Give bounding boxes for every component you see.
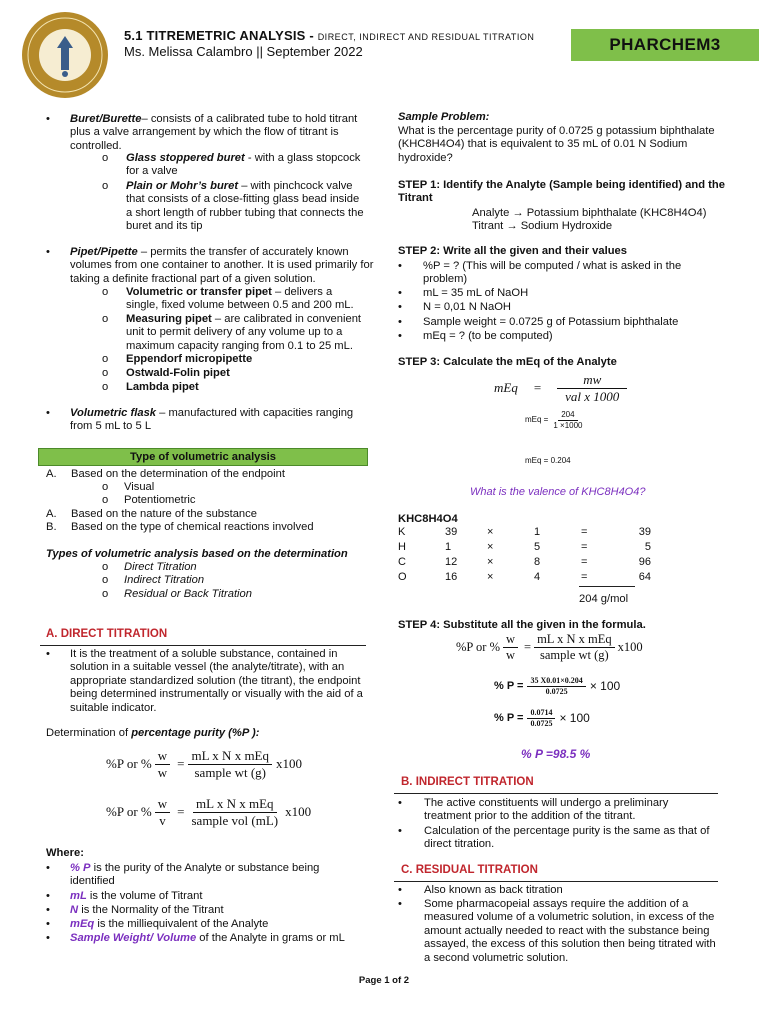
- w4-term: mEq: [70, 918, 95, 930]
- types-det-heading: Types of volumetric analysis based on the determination: [46, 548, 348, 560]
- divider: [394, 793, 718, 794]
- title-sub: DIRECT, INDIRECT AND RESIDUAL TITRATION: [317, 32, 535, 42]
- step3-heading: STEP 3: Calculate the mEq of the Analyte: [398, 356, 617, 368]
- meas-pipet-term: Measuring pipet: [126, 313, 212, 325]
- formula-weight: %P or % $\frac{w}{w}$ = $\frac{\text{mL x N x mEq}}{\text{sample wt (g)}}$ x100: [106, 748, 302, 780]
- step2-item-ml: • mL = 35 mL of NaOH: [398, 287, 708, 300]
- residual-item-2: • Some pharmacopeial assays require the addition of a measured volume of a volumetric solution, in excess of the amount actually needed to react with the substance being assayed, the excess of this solution then being titrated with a second volumetric solution.: [398, 898, 718, 965]
- type-a1: [46, 468, 376, 481]
- table-cell: =: [581, 540, 588, 553]
- divider: [40, 645, 366, 646]
- step1-titrant: Titrant → Sodium Hydroxide: [472, 220, 613, 232]
- visual-item: o Visual: [102, 481, 364, 494]
- table-cell: 12: [445, 555, 458, 568]
- types-heading: Type of volumetric analysis: [38, 448, 368, 466]
- khc-heading: KHC8H4O4: [398, 513, 458, 525]
- meq2-num: 204: [558, 410, 577, 421]
- glass-buret-text: - with a glass stopcock for a valve: [126, 152, 361, 178]
- type-a2-label: A.: [46, 508, 57, 520]
- sample-problem-text: What is the percentage purity of 0.0725 g potassium biphthalate (KHC8H4O4) that is equivalent to 35 mL of 0.01 N Sodium hydroxide?: [398, 125, 715, 164]
- table-cell: 5: [534, 540, 541, 553]
- table-cell: 64: [638, 570, 651, 583]
- step2-item-n: • N = 0,01 N NaOH: [398, 301, 708, 314]
- p1-num: 35 X0.01×0.204: [527, 676, 585, 687]
- table-cell: H: [398, 540, 406, 553]
- table-cell: 1: [445, 540, 452, 553]
- meq-eq: =: [533, 380, 542, 396]
- f4-tail: x100: [617, 640, 643, 654]
- type-b: [46, 521, 376, 534]
- formula-step4: %P or % $\frac{w}{w}$ = $\frac{\text{mL x N x mEq}}{\text{sample wt (g)}}$ x100: [456, 632, 643, 662]
- meq-formula: [494, 372, 627, 404]
- meq-den: val x 1000: [565, 388, 620, 404]
- valence-question: What is the valence of KHC8H4O4?: [470, 486, 646, 498]
- pipet-term: Pipet/Pipette: [70, 246, 138, 258]
- table-cell: 1: [534, 525, 541, 538]
- table-row: [398, 540, 651, 555]
- formula-volume: %P or % $\frac{w}{v}$ = $\frac{\text{mL x N x mEq}}{\text{sample vol (mL)}}$ x100: [106, 796, 312, 828]
- indirect-text-2: Calculation of the percentage purity is the same as that of direct titration.: [424, 825, 710, 851]
- step2-3: N = 0,01 N NaOH: [423, 301, 511, 313]
- meas-pipet-text: – are calibrated in convenient unit to permit delivery of any volume up to a maximum capacity ranging from 0.1 to 25 mL.: [126, 313, 362, 352]
- p1-tail: × 100: [589, 678, 621, 693]
- table-cell: 16: [445, 570, 458, 583]
- vol-pipet-term: Volumetric or transfer pipet: [126, 286, 272, 298]
- table-cell: =: [581, 525, 588, 538]
- flask-item: • Volumetric flask – manufactured with capacities ranging from 5 mL to 5 L: [46, 407, 354, 433]
- ostwald-item: o Ostwald-Folin pipet: [102, 367, 364, 380]
- f4-num: mL x N x mEq: [534, 632, 615, 648]
- step2-item-meq: • mEq = ? (to be computed): [398, 330, 708, 343]
- p2-den: 0.0725: [530, 718, 553, 728]
- divider: [394, 881, 718, 882]
- step1-analyte: Analyte → Potassium biphthalate (KHC8H4O4): [472, 207, 707, 219]
- mohr-buret-item: o Plain or Mohr’s buret – with pinchcock valve that consists of a close-fitting glass bead inside a short length of rubber tubing that connects the buret and its tip: [102, 180, 364, 233]
- flask-text: – manufactured with capacities ranging from 5 mL to 5 L: [70, 407, 354, 433]
- volumetric-pipet-item: o Volumetric or transfer pipet – delivers a single, fixed volume between 0.5 and 200 mL.: [102, 286, 354, 312]
- buret-text: – consists of a calibrated tube to hold titrant plus a valve arrangement by which the flow of titrant is controlled.: [70, 113, 358, 152]
- step2-heading: STEP 2: Write all the given and their values: [398, 245, 627, 257]
- molar-mass-table: [398, 525, 651, 585]
- potentio-item: o Potentiometric: [102, 494, 364, 507]
- where-heading: Where:: [46, 847, 84, 859]
- table-row: [398, 525, 651, 540]
- where-item-n: • N is the Normality of the Titrant: [46, 904, 224, 916]
- table-cell: ×: [487, 555, 494, 568]
- indirect-item-2: • Calculation of the percentage purity is the same as that of direct titration.: [398, 825, 718, 852]
- eppendorf-item: o Eppendorf micropipette: [102, 353, 364, 366]
- f1-tail: x100: [276, 756, 302, 772]
- mohr-buret-text: – with pinchcock valve that consists of a close-fitting glass bead inside a short length of rubber tubing that connects the buret and its tip: [126, 180, 364, 233]
- table-cell: 4: [534, 570, 541, 583]
- final-result: % P =98.5 %: [521, 747, 591, 761]
- step1-heading: STEP 1: Identify the Analyte (Sample being identified) and the Titrant: [398, 179, 725, 205]
- document-title: [124, 28, 534, 44]
- type-b-text: Based on the type of chemical reactions involved: [71, 521, 314, 533]
- f4-w2: w: [505, 648, 516, 662]
- where-item-sample: • Sample Weight/ Volume of the Analyte in grams or mL: [46, 932, 345, 944]
- measuring-pipet-item: o Measuring pipet – are calibrated in convenient unit to permit delivery of any volume up to a maximum capacity ranging from 0.1 to 25 mL.: [102, 313, 362, 352]
- where-item-ml: • mL is the volume of Titrant: [46, 890, 203, 902]
- type-a1-text: Based on the determination of the endpoint: [71, 468, 285, 480]
- step2-4: Sample weight = 0.0725 g of Potassium biphthalate: [423, 316, 679, 328]
- where-item-meq: • mEq is the milliequivalent of the Analyte: [46, 918, 269, 930]
- table-row: [398, 570, 651, 585]
- glass-buret-term: Glass stoppered buret: [126, 152, 245, 164]
- residual-text-2: Some pharmacopeial assays require the addition of a measured volume of a volumetric solution, in excess of the amount actually needed to react with the substance being assayed, the excess of this solution then being titrated with a second volumetric solution.: [424, 898, 716, 964]
- p2-num: 0.0714: [527, 708, 555, 719]
- eppendorf-label: Eppendorf micropipette: [126, 353, 253, 365]
- title-main: 5.1 TITREMETRIC ANALYSIS -: [124, 28, 318, 43]
- p2-lhs: % P =: [494, 711, 524, 724]
- potentio-label: Potentiometric: [124, 494, 196, 506]
- f4-w1: w: [503, 632, 518, 648]
- meq2-den: 1 ×1000: [553, 420, 583, 430]
- step2-item-p: • %P = ? (This will be computed / what is asked in the problem): [398, 260, 708, 287]
- table-cell: O: [398, 570, 407, 583]
- residual-titration-heading: C. RESIDUAL TITRATION: [401, 864, 538, 876]
- f4-den: sample wt (g): [539, 648, 609, 662]
- sample-problem-heading: Sample Problem:: [398, 111, 490, 123]
- w1-text: is the purity of the Analyte or substance being identified: [70, 862, 320, 888]
- f1-num: mL x N x mEq: [188, 748, 272, 765]
- residual-item: o Residual or Back Titration: [102, 588, 364, 601]
- table-cell: 39: [638, 525, 651, 538]
- meq-substituted: [525, 410, 585, 430]
- table-cell: 96: [638, 555, 651, 568]
- p1-lhs: % P =: [494, 679, 524, 692]
- residual-item-1: • Also known as back titration: [398, 884, 718, 897]
- table-cell: 5: [644, 540, 651, 553]
- author-date: Ms. Melissa Calambro || September 2022: [124, 44, 363, 59]
- meq-result: mEq = 0.204: [525, 456, 571, 465]
- vol-pipet-text: – delivers a single, fixed volume between 0.5 and 200 mL.: [126, 286, 354, 312]
- w4-text: is the milliequivalent of the Analyte: [94, 918, 269, 930]
- indirect-titration-heading: B. INDIRECT TITRATION: [401, 776, 534, 788]
- step2-5: mEq = ? (to be computed): [423, 330, 553, 342]
- percent-reduced: [494, 708, 590, 728]
- w1-term: % P: [70, 862, 91, 874]
- mohr-buret-term: Plain or Mohr’s buret: [126, 180, 239, 192]
- w2-term: mL: [70, 890, 87, 902]
- f1-w-num: w: [155, 748, 170, 765]
- w2-text: is the volume of Titrant: [86, 890, 203, 902]
- buret-item: • Buret/Burette– consists of a calibrated tube to hold titrant plus a valve arrangement by which the flow of titrant is controlled.: [46, 113, 358, 152]
- table-cell: 8: [534, 555, 541, 568]
- indirect-item-1: • The active constituents will undergo a preliminary treatment prior to the addition of the titrant.: [398, 797, 718, 824]
- indirect-item: o Indirect Titration: [102, 574, 364, 587]
- residual-label: Residual or Back Titration: [124, 588, 252, 600]
- direct-desc: It is the treatment of a soluble substance, contained in solution in a suitable vessel (the analyte/titrate), with an appropriate standardized solution (the titrant), the endpoint being determined instrumentally or visually with the aid of a suitable indicator.: [70, 648, 363, 714]
- table-cell: C: [398, 555, 406, 568]
- type-a2-text: Based on the nature of the substance: [71, 508, 257, 520]
- percent-substituted: [494, 676, 620, 696]
- course-badge: PHARCHEM3: [571, 29, 759, 61]
- lambda-label: Lambda pipet: [126, 381, 199, 393]
- molar-mass-total: 204 g/mol: [579, 593, 629, 605]
- meq2-lhs: mEq =: [525, 415, 549, 425]
- pipet-text: – permits the transfer of accurately known volumes from one container to another. It is used primarily for taking a definite fractional part of a given solution.: [70, 246, 374, 285]
- direct-titration-heading: A. DIRECT TITRATION: [46, 628, 168, 640]
- ostwald-label: Ostwald-Folin pipet: [126, 367, 230, 379]
- pipet-item: • Pipet/Pipette – permits the transfer of accurately known volumes from one container to another. It is used primarily for taking a definite fractional part of a given solution.: [46, 246, 374, 285]
- f2-v-den: v: [159, 812, 166, 828]
- where-item-purity: • % P is the purity of the Analyte or substance being identified: [46, 862, 320, 888]
- det-term: percentage purity (%P ):: [131, 727, 260, 739]
- det-prefix: Determination of: [46, 727, 132, 739]
- step2-2: mL = 35 mL of NaOH: [423, 287, 529, 299]
- step2-1: %P = ? (This will be computed / what is asked in the problem): [423, 260, 682, 286]
- table-cell: ×: [487, 525, 494, 538]
- sum-line: [579, 586, 635, 587]
- direct-item: o Direct Titration: [102, 561, 364, 574]
- table-cell: ×: [487, 540, 494, 553]
- table-cell: K: [398, 525, 406, 538]
- lambda-item: o Lambda pipet: [102, 381, 364, 394]
- w5-term: Sample Weight/ Volume: [70, 932, 197, 944]
- f2-num: mL x N x mEq: [193, 796, 277, 813]
- f1-w-den: w: [157, 764, 168, 780]
- residual-text-1: Also known as back titration: [424, 884, 563, 896]
- meq-num: mw: [557, 372, 627, 389]
- det-line: [46, 727, 259, 740]
- f2-tail: x100: [285, 804, 312, 820]
- glass-buret-item: o Glass stoppered buret - with a glass stopcock for a valve: [102, 152, 361, 178]
- visual-label: Visual: [124, 481, 155, 493]
- buret-term: Buret/Burette: [70, 113, 142, 125]
- direct-label: Direct Titration: [124, 561, 197, 573]
- indirect-text-1: The active constituents will undergo a preliminary treatment prior to the addition of the titrant.: [424, 797, 669, 823]
- type-a1-label: A.: [46, 468, 57, 480]
- f2-den: sample vol (mL): [191, 812, 279, 828]
- type-b-label: B.: [46, 521, 57, 533]
- meq-lhs: mEq: [494, 380, 518, 396]
- f2-lhs: %P or %: [106, 804, 152, 820]
- f2-w-num: w: [155, 796, 170, 813]
- table-cell: 39: [445, 525, 458, 538]
- table-row: [398, 555, 651, 570]
- direct-desc-item: • It is the treatment of a soluble substance, contained in solution in a suitable vessel (the analyte/titrate), with an appropriate standardized solution (the titrant), the endpoint being determined instrumentally or visually with the aid of a suitable indicator.: [46, 648, 366, 715]
- college-seal-logo: [22, 12, 108, 98]
- table-cell: =: [581, 570, 588, 583]
- type-a2: [46, 508, 376, 521]
- page-number: Page 1 of 2: [358, 975, 410, 986]
- f1-lhs: %P or %: [106, 756, 152, 772]
- flask-term: Volumetric flask: [70, 407, 157, 419]
- step2-item-weight: • Sample weight = 0.0725 g of Potassium biphthalate: [398, 316, 708, 329]
- w3-term: N: [70, 904, 79, 916]
- w5-text: of the Analyte in grams or mL: [196, 932, 345, 944]
- indirect-label: Indirect Titration: [124, 574, 205, 586]
- step4-heading: STEP 4: Substitute all the given in the formula.: [398, 619, 646, 631]
- p2-tail: × 100: [559, 710, 590, 725]
- f4-lhs: %P or %: [456, 640, 500, 654]
- f1-den: sample wt (g): [194, 764, 266, 780]
- p1-den: 0.0725: [545, 686, 568, 696]
- table-cell: ×: [487, 570, 494, 583]
- table-cell: =: [581, 555, 588, 568]
- w3-text: is the Normality of the Titrant: [78, 904, 224, 916]
